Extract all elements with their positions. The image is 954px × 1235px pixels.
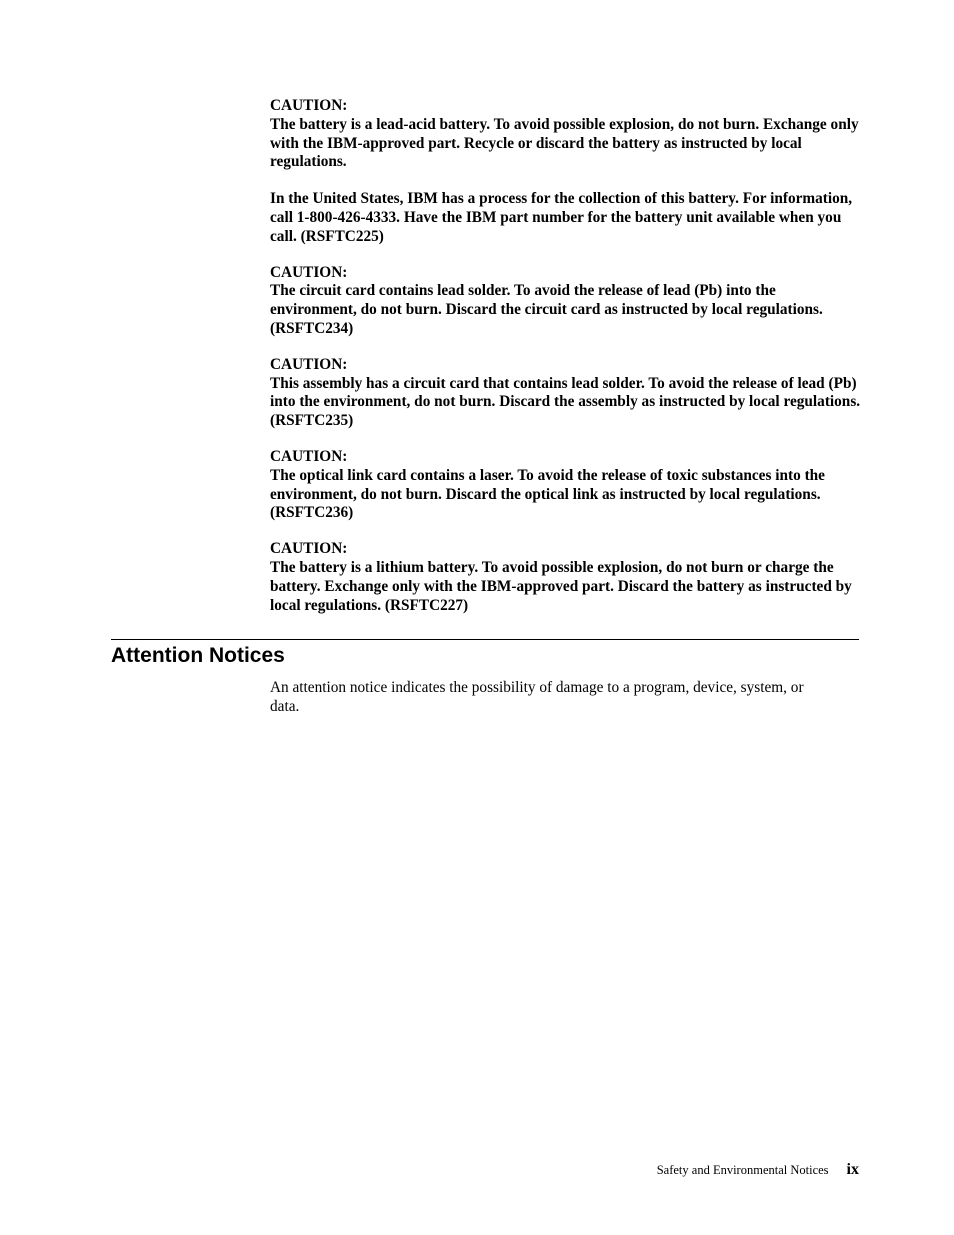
caution-text: The battery is a lithium battery. To avoid possible explosion, do not burn or charge the battery. Exchange only with the IBM-approved part. Discard the battery as instructed by local regulations. (RSFTC227) <box>270 558 852 614</box>
caution-text: The optical link card contains a laser. To avoid the release of toxic substances into the environment, do not burn. Discard the optical link as instructed by local regulations. (RSFTC236) <box>270 466 825 522</box>
caution-text: The battery is a lead-acid battery. To avoid possible explosion, do not burn. Exchange only with the IBM-approved part. Recycle or discard the battery as instructed by local regulations. <box>270 115 859 171</box>
page-number: ix <box>846 1161 859 1178</box>
caution-label: CAUTION: <box>270 97 348 114</box>
caution-text: This assembly has a circuit card that contains lead solder. To avoid the release of lead (Pb) into the environment, do not burn. Discard the assembly as instructed by local regulations. (RSFTC235) <box>270 374 861 430</box>
caution-label: CAUTION: <box>270 447 348 465</box>
caution-list <box>270 97 862 632</box>
caution-notice-1 <box>270 97 862 247</box>
section-title: Attention Notices <box>111 644 285 667</box>
caution-notice-4 <box>270 448 862 523</box>
page-footer <box>657 1161 859 1179</box>
caution-notice-3 <box>270 356 862 431</box>
caution-notice-2 <box>270 264 862 339</box>
caution-text: In the United States, IBM has a process for the collection of this battery. For information, call 1-800-426-4333. Have the IBM part number for the battery unit available when you call. (RSFTC225) <box>270 190 853 245</box>
section-divider <box>111 639 859 640</box>
caution-notice-5 <box>270 540 862 615</box>
caution-label: CAUTION: <box>270 540 348 558</box>
caution-text: The circuit card contains lead solder. To avoid the release of lead (Pb) into the environment, do not burn. Discard the circuit card as instructed by local regulations. (RSFTC234) <box>270 282 823 337</box>
caution-label: CAUTION: <box>270 263 348 281</box>
caution-label: CAUTION: <box>270 355 348 373</box>
footer-title: Safety and Environmental Notices <box>656 1163 829 1177</box>
section-body: An attention notice indicates the possibility of damage to a program, device, system, or data. <box>270 679 804 715</box>
